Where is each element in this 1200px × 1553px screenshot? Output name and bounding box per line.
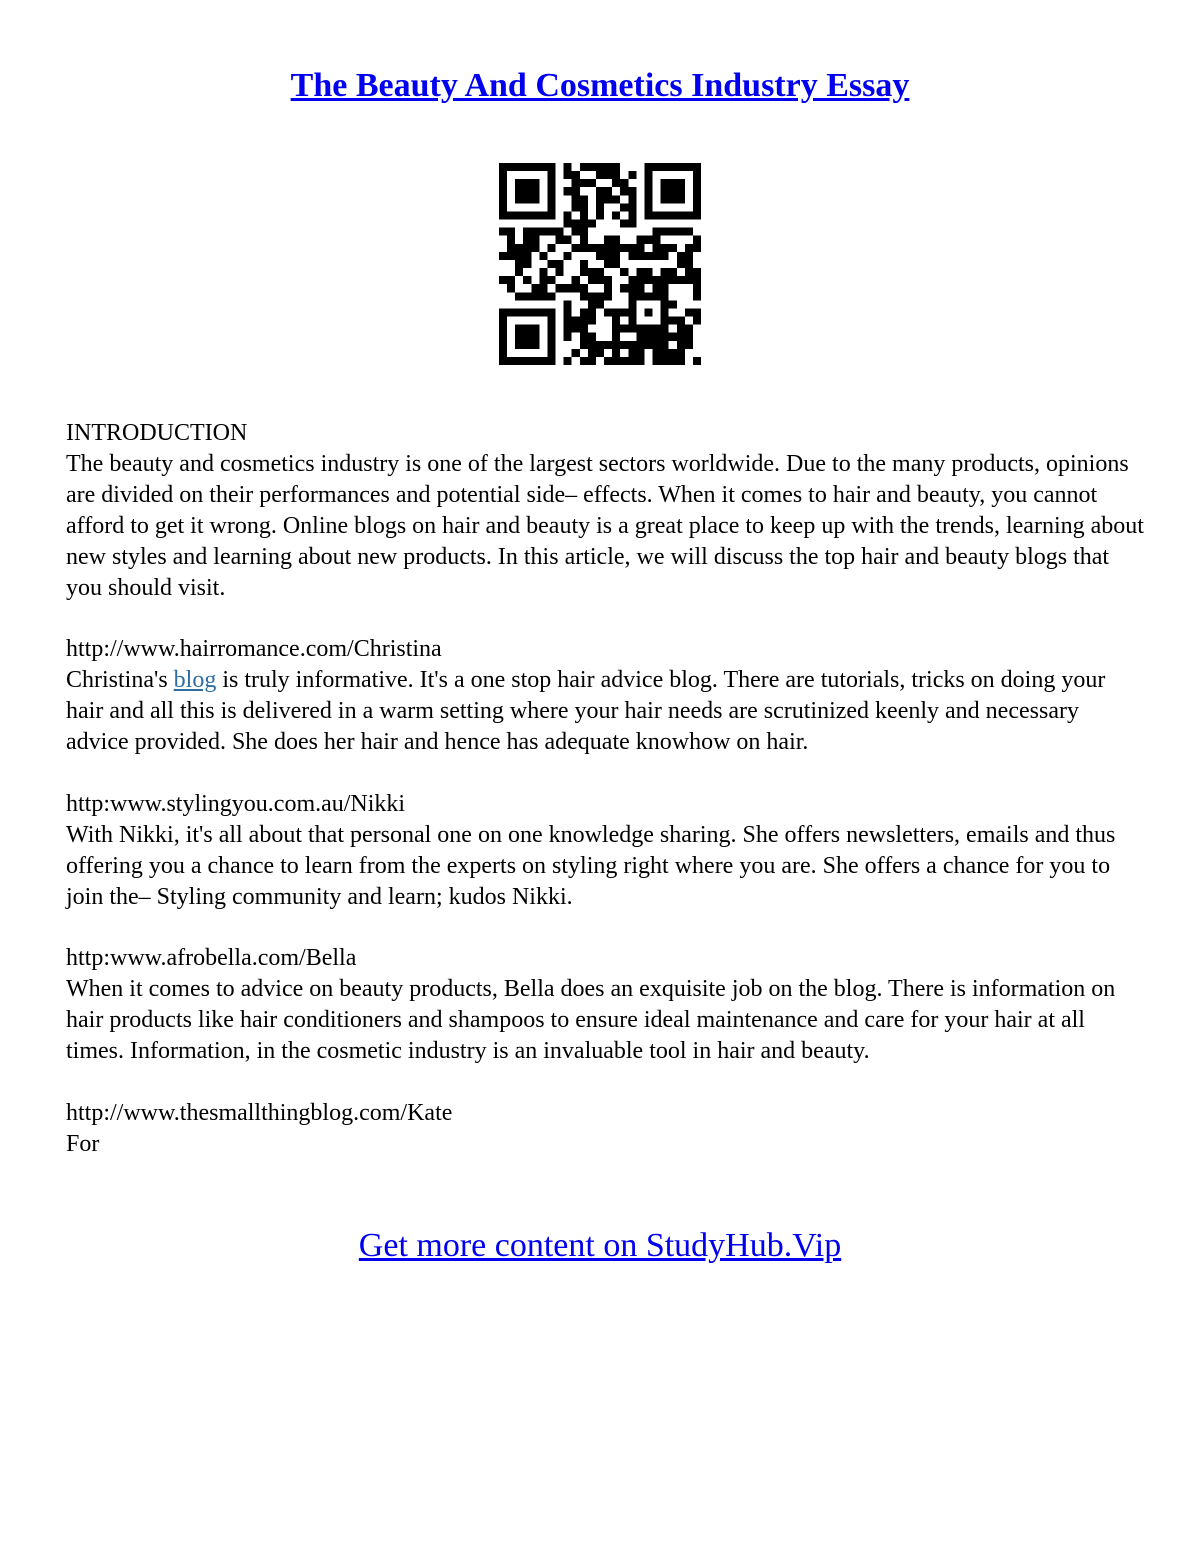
section-text-before: Christina's — [66, 667, 174, 694]
section-text: When it comes to advice on beauty products, Bella does an exquisite job on the blog. There is information on hair products like hair conditioners and shampoos to ensure ideal maintenance and care for your hair at all times. Information, in the cosmetic industry is an invaluable tool in hair and beauty. — [66, 976, 1116, 1065]
footer — [0, 1224, 1200, 1268]
section-text: With Nikki, it's all about that personal one on one knowledge sharing. She offers newsletters, emails and thus offering you a chance to learn from the experts on styling right where you are. She offers a chance for you to join the– Styling community and learn; kudos Nikki. — [66, 821, 1116, 910]
intro-heading: INTRODUCTION — [66, 420, 248, 446]
section-text — [66, 665, 1146, 758]
document-body — [66, 418, 1146, 1160]
section-url: http:www.afrobella.com/Bella — [66, 945, 357, 972]
section-url: http:www.stylingyou.com.au/Nikki — [66, 790, 406, 817]
studyhub-link[interactable]: Get more content on StudyHub.Vip — [358, 1227, 842, 1264]
page-title — [0, 64, 1200, 108]
title-link[interactable]: The Beauty And Cosmetics Industry Essay — [290, 67, 910, 104]
section-url: http://www.thesmallthingblog.com/Kate — [66, 1099, 453, 1126]
qr-code-icon — [499, 163, 701, 365]
section-url: http://www.hairromance.com/Christina — [66, 636, 442, 663]
section-text-after: is truly informative. It's a one stop hair advice blog. There are tutorials, tricks on doing your hair and all this is delivered in a warm setting where your hair needs are scrutinized keenly and necessary advice provided. She does her hair and hence has adequate knowhow on hair. — [66, 667, 1106, 756]
intro-paragraph: The beauty and cosmetics industry is one of the largest sectors worldwide. Due to the many products, opinions are divided on their performances and potential side– effects. When it comes to hair and beauty, you cannot afford to get it wrong. Online blogs on hair and beauty is a great place to keep up with the trends, learning about new styles and learning about new products. In this article, we will discuss the top hair and beauty blogs that you should visit. — [66, 450, 1144, 601]
blog-link[interactable]: blog — [173, 667, 217, 694]
section-text: For — [66, 1130, 100, 1157]
